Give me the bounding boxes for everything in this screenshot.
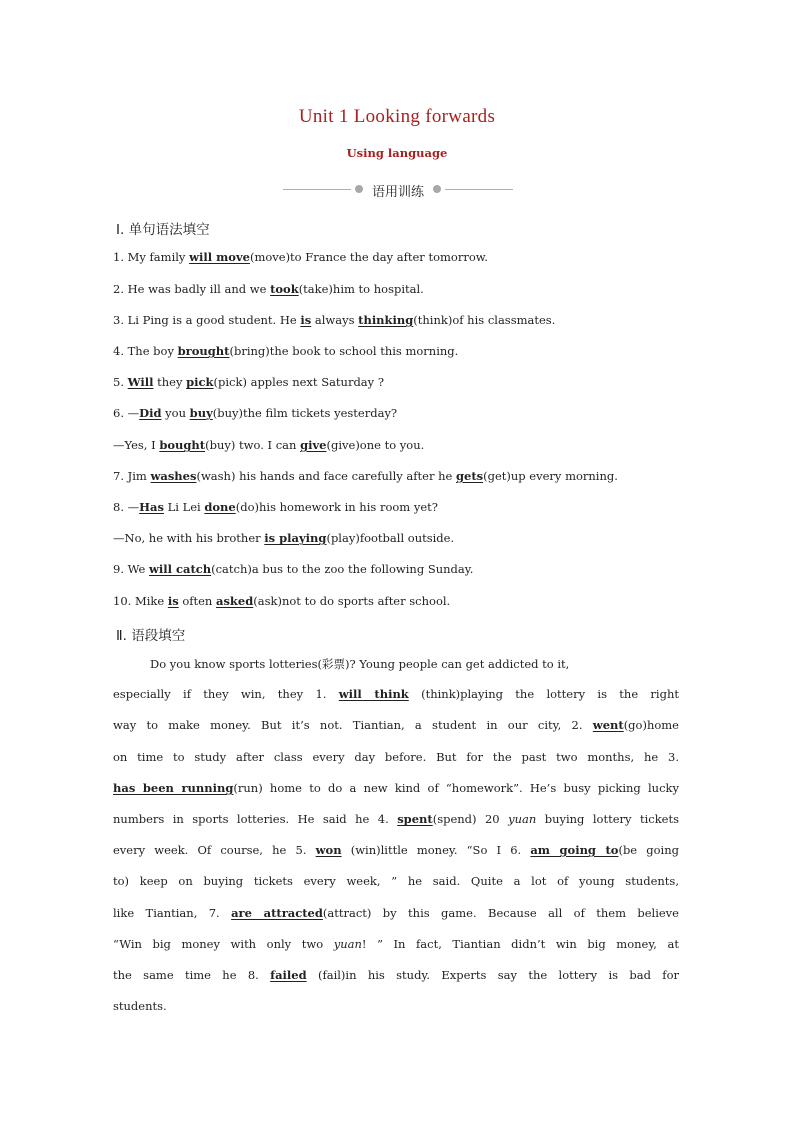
item-text: 6. — [113,406,140,420]
answer: are attracted [231,906,323,920]
exercise-item [113,313,679,327]
exercise-item [113,531,679,545]
passage-text: students. [113,999,167,1013]
answer: thinking [358,313,414,327]
answer: done [204,500,236,514]
answer: is [300,313,312,327]
banner-label: 语用训练 [371,185,424,200]
passage-text: (run) home to do a new kind of “homework”. He’s busy picking lucky [233,781,679,795]
answer: failed [270,968,307,982]
answer: is [167,594,179,608]
item-text: —No, he with his brother [113,531,265,545]
passage-italic: yuan [508,812,537,826]
item-text: 8. — [113,500,140,514]
passage-text: (be going [618,843,679,857]
exercise-item [113,562,679,576]
passage-text: numbers in sports lotteries. He said he 4. [113,812,398,826]
passage-line [113,874,679,888]
item-text: 1. My family [113,250,190,264]
exercise-item [113,500,679,514]
passage-text: the same time he 8. [113,968,271,982]
passage-line [113,937,679,951]
exercise-item [113,469,679,483]
passage-text: like Tiantian, 7. [113,906,232,920]
answer: buy [189,406,213,420]
passage-text: Do you know sports lotteries(彩票)? Young people can get addicted to it, [150,657,570,671]
answer: went [592,718,624,732]
answer: took [270,282,299,296]
passage-line [113,812,679,826]
banner-dot-right-icon [433,185,441,193]
answer: Will [127,375,154,389]
passage-text: (attract) by this game. Because all of them believe [322,906,679,920]
section2-heading: Ⅱ. 语段填空 [116,628,186,644]
exercise-item [113,406,679,420]
banner-line-left [283,189,351,190]
item-text: 2. He was badly ill and we [113,282,271,296]
passage-line [113,781,679,795]
item-text: (think)of his classmates. [413,313,556,327]
item-text: (buy)the film tickets yesterday? [212,406,398,420]
item-text: (play)football outside. [326,531,455,545]
answer: Has [139,500,164,514]
item-text: Li Lei [163,500,205,514]
answer: give [300,438,327,452]
answer: will move [189,250,250,264]
passage-text: on time to study after class every day before. But for the past two months, he 3. [113,750,679,764]
passage-text: “Win big money with only two [113,937,334,951]
item-text: —Yes, I [113,438,160,452]
passage-line [113,968,679,982]
exercise-item [113,250,679,264]
answer: bought [159,438,206,452]
item-text: (give)one to you. [326,438,425,452]
item-text: (catch)a bus to the zoo the following Sunday. [211,562,474,576]
page-subtitle: Using language [346,146,448,160]
answer: washes [150,469,197,483]
page-title: Unit 1 Looking forwards [298,106,496,127]
passage-line [113,718,679,732]
item-text: (move)to France the day after tomorrow. [249,250,488,264]
passage-text: way to make money. But it’s not. Tiantian, a student in our city, 2. [113,718,593,732]
answer: will catch [148,562,212,576]
exercise-item [113,375,679,389]
passage-line [113,906,679,920]
passage-text: (go)home [623,718,679,732]
item-text: 7. Jim [113,469,151,483]
exercise-item [113,344,679,358]
item-text: 5. [113,375,128,389]
answer: gets [455,469,484,483]
banner-line-right [445,189,513,190]
answer: brought [177,344,230,358]
item-text: (wash) his hands and face carefully after he [196,469,456,483]
item-text: (do)his homework in his room yet? [235,500,438,514]
passage-line [113,999,679,1013]
item-text: (bring)the book to school this morning. [229,344,459,358]
item-text: often [178,594,216,608]
item-text: 10. Mike [113,594,168,608]
item-text: always [311,313,359,327]
answer: pick [186,375,214,389]
item-text: (get)up every morning. [483,469,618,483]
passage-text: ! ” In fact, Tiantian didn’t win big money, at [361,937,679,951]
item-text: 9. We [113,562,149,576]
answer: asked [216,594,254,608]
banner-dot-left-icon [355,185,363,193]
passage-line [113,687,679,701]
passage-text: (win)little money. “So I 6. [341,843,531,857]
item-text: (ask)not to do sports after school. [253,594,451,608]
passage-line [150,656,662,672]
passage-text: to) keep on buying tickets every week, ” he said. Quite a lot of young students, [113,874,679,888]
item-text: you [161,406,190,420]
item-text: (take)him to hospital. [298,282,424,296]
passage-text: (spend) 20 [432,812,509,826]
answer: has been running [113,781,234,795]
exercise-item [113,438,679,452]
passage-line [113,750,679,764]
exercise-item [113,594,679,608]
passage-italic: yuan [333,937,362,951]
answer: am going to [530,843,619,857]
item-text: they [153,375,187,389]
passage-text: buying lottery tickets [536,812,679,826]
answer: won [315,843,342,857]
answer: Did [139,406,162,420]
passage-text: every week. Of course, he 5. [113,843,316,857]
section-banner [283,181,513,199]
item-text: (pick) apples next Saturday ? [213,375,384,389]
section1-heading: Ⅰ. 单句语法填空 [116,222,210,238]
passage-text: (fail)in his study. Experts say the lottery is bad for [306,968,679,982]
item-text: 3. Li Ping is a good student. He [113,313,301,327]
item-text: 4. The boy [113,344,178,358]
item-text: (buy) two. I can [205,438,301,452]
answer: will think [338,687,409,701]
passage-text: (think)playing the lottery is the right [408,687,679,701]
answer: spent [397,812,433,826]
answer: is playing [264,531,327,545]
exercise-item [113,282,679,296]
passage-text: especially if they win, they 1. [113,687,339,701]
passage-line [113,843,679,857]
